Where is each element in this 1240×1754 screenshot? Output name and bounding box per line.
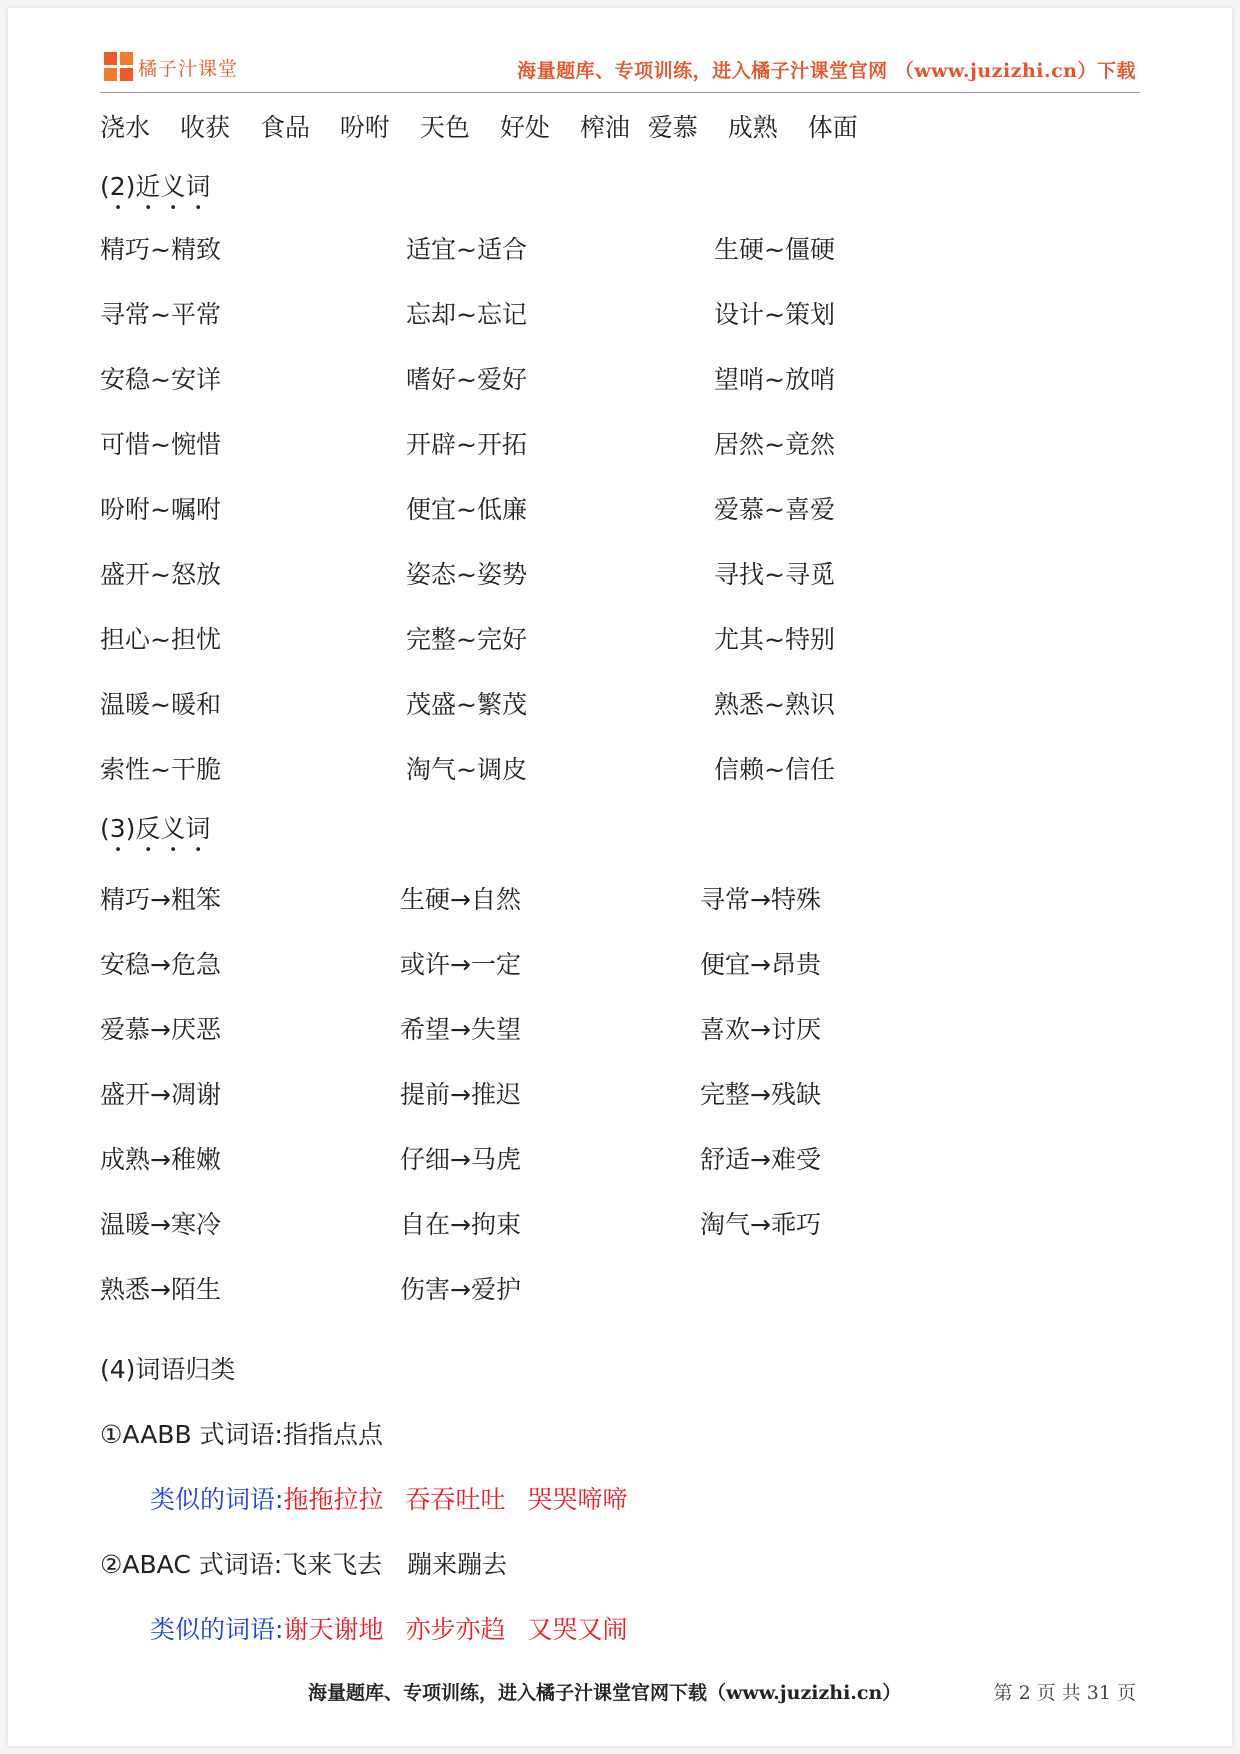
word: 天色 <box>419 113 470 142</box>
antonym-pair: 或许→一定 <box>400 950 521 979</box>
synonym-row <box>100 625 1150 655</box>
synonym-pair: 担心~担忧 <box>100 625 221 654</box>
antonym-row <box>100 1275 1150 1305</box>
synonym-pair: 嗜好~爱好 <box>406 365 527 394</box>
page-number: 第 2 页 共 31 页 <box>993 1682 1136 1704</box>
synonym-row <box>100 365 1150 395</box>
synonym-row <box>100 235 1150 265</box>
header-divider <box>100 92 1140 93</box>
logo-text: 橘子汁课堂 <box>138 57 239 80</box>
synonym-pair: 温暖~暖和 <box>100 690 221 719</box>
similar-label: 类似的词语: <box>150 1615 284 1644</box>
brand-logo <box>104 52 238 82</box>
word: 浇水 <box>100 113 151 142</box>
synonym-row <box>100 690 1150 720</box>
synonym-pair: 吩咐~嘱咐 <box>100 495 221 524</box>
synonym-pair: 安稳~安详 <box>100 365 221 394</box>
synonym-row <box>100 495 1150 525</box>
similar-word: 拖拖拉拉 <box>283 1485 384 1514</box>
synonym-pair: 忘却~忘记 <box>406 300 527 329</box>
synonym-pair: 便宜~低廉 <box>406 495 527 524</box>
synonym-pair: 适宜~适合 <box>406 235 527 264</box>
antonym-pair: 舒适→难受 <box>700 1145 821 1174</box>
synonym-pair: 寻常~平常 <box>100 300 221 329</box>
synonym-pair: 爱慕~喜爱 <box>714 495 835 524</box>
antonym-pair: 喜欢→讨厌 <box>700 1015 821 1044</box>
classification-title: (4)词语归类 <box>100 1355 236 1384</box>
antonym-pair: 熟悉→陌生 <box>100 1275 221 1304</box>
classification-heading-aabb: ①AABB 式词语:指指点点 <box>100 1420 383 1449</box>
synonym-pair: 居然~竟然 <box>714 430 835 459</box>
antonym-pair: 希望→失望 <box>400 1015 521 1044</box>
antonym-row <box>100 950 1150 980</box>
antonym-row <box>100 1210 1150 1240</box>
synonym-pair: 生硬~僵硬 <box>714 235 835 264</box>
antonym-pair: 温暖→寒冷 <box>100 1210 221 1239</box>
word: 收获 <box>179 113 230 142</box>
classification-heading-abac: ②ABAC 式词语:飞来飞去 蹦来蹦去 <box>100 1550 508 1579</box>
synonym-pair: 信赖~信任 <box>714 755 835 784</box>
antonym-row <box>100 1080 1150 1110</box>
synonym-pair: 熟悉~熟识 <box>714 690 835 719</box>
word: 成熟 <box>727 113 778 142</box>
similar-word: 吞吞吐吐 <box>405 1485 506 1514</box>
synonym-row <box>100 430 1150 460</box>
synonym-row <box>100 755 1150 785</box>
word: 好处 <box>499 113 550 142</box>
synonym-row <box>100 560 1150 590</box>
word: 榨油 <box>579 113 630 142</box>
word: 体面 <box>807 113 858 142</box>
word: 吩咐 <box>339 113 390 142</box>
document-page <box>8 8 1232 1746</box>
footer-slogan: 海量题库、专项训练，进入橘子汁课堂官网下载（www.juzizhi.cn） <box>308 1682 902 1704</box>
synonym-pair: 姿态~姿势 <box>406 560 527 589</box>
synonym-pair: 设计~策划 <box>714 300 835 329</box>
similar-word: 亦步亦趋 <box>405 1615 506 1644</box>
antonym-pair: 伤害→爱护 <box>400 1275 521 1304</box>
synonyms-title: (2)近义词 <box>100 172 211 201</box>
logo-squares-icon <box>104 52 134 82</box>
synonym-pair: 完整~完好 <box>406 625 527 654</box>
antonym-pair: 仔细→马虎 <box>400 1145 521 1174</box>
synonym-pair: 精巧~精致 <box>100 235 221 264</box>
synonym-pair: 茂盛~繁茂 <box>406 690 527 719</box>
synonym-pair: 开辟~开拓 <box>406 430 527 459</box>
synonym-pair: 盛开~怒放 <box>100 560 221 589</box>
antonym-pair: 爱慕→厌恶 <box>100 1015 221 1044</box>
antonym-pair: 淘气→乖巧 <box>700 1210 821 1239</box>
synonym-pair: 尤其~特别 <box>714 625 835 654</box>
synonym-pair: 可惜~惋惜 <box>100 430 221 459</box>
top-word-row <box>100 113 880 143</box>
antonym-row <box>100 885 1150 915</box>
similar-word: 又哭又闹 <box>527 1615 628 1644</box>
similar-word: 谢天谢地 <box>283 1615 384 1644</box>
antonym-pair: 精巧→粗笨 <box>100 885 221 914</box>
antonym-pair: 盛开→凋谢 <box>100 1080 221 1109</box>
word: 食品 <box>259 113 310 142</box>
header-slogan: 海量题库、专项训练，进入橘子汁课堂官网 （www.juzizhi.cn）下载 <box>517 60 1136 82</box>
antonym-pair: 便宜→昂贵 <box>700 950 821 979</box>
antonyms-title: (3)反义词 <box>100 814 211 843</box>
antonym-pair: 安稳→危急 <box>100 950 221 979</box>
synonym-pair: 淘气~调皮 <box>406 755 527 784</box>
word: 爱慕 <box>647 113 698 142</box>
similar-words-line-aabb <box>150 1485 627 1515</box>
synonym-row <box>100 300 1150 330</box>
antonym-pair: 寻常→特殊 <box>700 885 821 914</box>
similar-word: 哭哭啼啼 <box>527 1485 628 1514</box>
antonym-pair: 成熟→稚嫩 <box>100 1145 221 1174</box>
similar-words-line-abac <box>150 1615 627 1645</box>
antonym-pair: 提前→推迟 <box>400 1080 521 1109</box>
antonym-pair: 自在→拘束 <box>400 1210 521 1239</box>
similar-label: 类似的词语: <box>150 1485 284 1514</box>
synonym-pair: 寻找~寻觅 <box>714 560 835 589</box>
synonym-pair: 望哨~放哨 <box>714 365 835 394</box>
antonym-pair: 完整→残缺 <box>700 1080 821 1109</box>
antonym-row <box>100 1145 1150 1175</box>
antonym-row <box>100 1015 1150 1045</box>
antonym-pair: 生硬→自然 <box>400 885 521 914</box>
synonym-pair: 索性~干脆 <box>100 755 221 784</box>
